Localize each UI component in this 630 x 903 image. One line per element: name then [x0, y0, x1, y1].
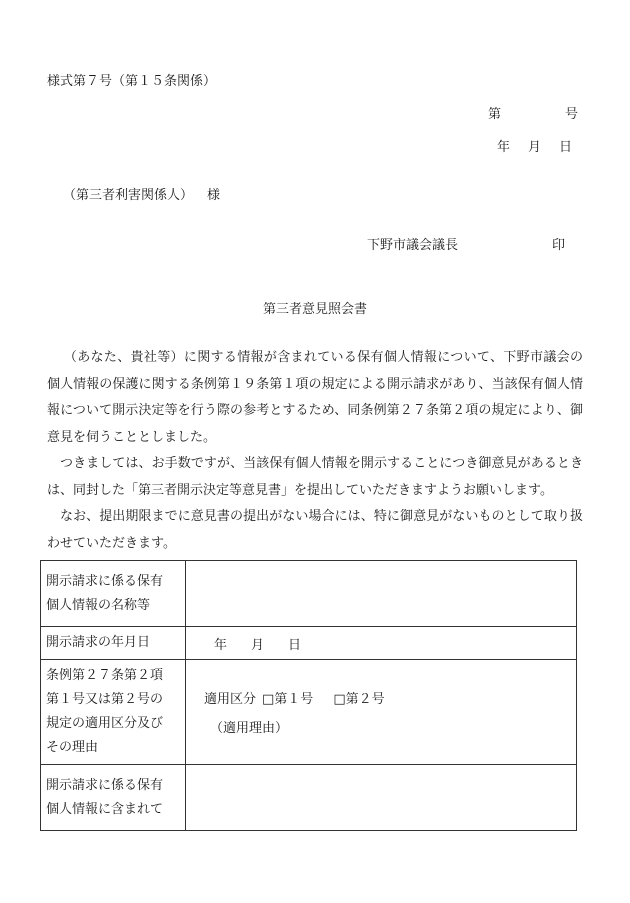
table-row — [41, 660, 577, 765]
category-options — [204, 688, 558, 707]
form-number: 様式第７号（第１５条関係） — [47, 74, 217, 89]
category-field — [186, 660, 577, 765]
request-year: 年 — [214, 637, 228, 653]
document-number-line — [488, 103, 578, 122]
addressee-name: （第三者利害関係人） — [63, 188, 194, 203]
sender — [367, 234, 565, 253]
addressee-honorific: 様 — [207, 188, 221, 203]
label-line: 開示請求に係る保有 — [46, 573, 164, 589]
number-suffix: 号 — [564, 107, 578, 122]
label-line: 第１号又は第２号の — [46, 692, 164, 707]
request-date-field[interactable] — [186, 627, 577, 660]
table-row — [41, 627, 577, 660]
row-label-info-name — [41, 561, 186, 627]
label-line: 個人情報に含まれて — [46, 801, 164, 817]
row-label-included-info — [41, 765, 186, 831]
date-month: 月 — [527, 140, 541, 155]
reason-label: （適用理由） — [210, 721, 289, 736]
label-line: 条例第２７条第２項 — [46, 668, 164, 683]
row-label-category — [41, 660, 186, 765]
table-row — [41, 765, 577, 831]
body-paragraph-2: つきましては、お手数ですが、当該保有個人情報を開示することにつき御意見があるときは、同封した「第三者開示決定等意見書」を提出していただきますようお願いします。 — [47, 456, 583, 498]
request-month: 月 — [251, 637, 265, 653]
body-paragraph-1: （あなた、貴社等）に関する情報が含まれている保有個人情報について、下野市議会の個人情報の保護に関する条例第１９条第１項の規定による開示請求があり、当該保有個人情報について開示決定等を行う際の参考とするため、同条例第２７条第２項の規定により、御意見を伺うこととしました。 — [47, 350, 583, 445]
addressee — [63, 184, 220, 203]
label-line: その理由 — [46, 740, 99, 755]
date-day: 日 — [558, 140, 572, 155]
body-paragraph-3: なお、提出期限までに意見書の提出がない場合には、特に御意見がないものとして取り扱わせていただきます。 — [47, 509, 583, 551]
document-date-line — [497, 136, 572, 155]
row-label-request-date: 開示請求の年月日 — [41, 627, 186, 660]
option-2-checkbox[interactable]: □第２号 — [333, 692, 385, 707]
number-prefix: 第 — [487, 107, 501, 122]
request-day: 日 — [288, 637, 302, 653]
table-row — [41, 561, 577, 627]
label-line: 開示請求に係る保有 — [46, 777, 164, 793]
info-table — [40, 560, 577, 831]
label-line: 規定の適用区分及び — [46, 716, 164, 731]
option-1-checkbox[interactable]: □第１号 — [262, 692, 314, 707]
included-info-field[interactable] — [186, 765, 577, 831]
date-year: 年 — [496, 140, 510, 155]
sender-name: 下野市議会議長 — [367, 238, 459, 253]
info-name-field[interactable] — [186, 561, 577, 627]
document-title: 第三者意見照会書 — [262, 302, 367, 317]
body-text — [47, 345, 583, 557]
seal-mark: 印 — [552, 238, 566, 253]
label-line: 個人情報の名称等 — [46, 597, 151, 613]
category-label: 適用区分 — [204, 692, 257, 707]
